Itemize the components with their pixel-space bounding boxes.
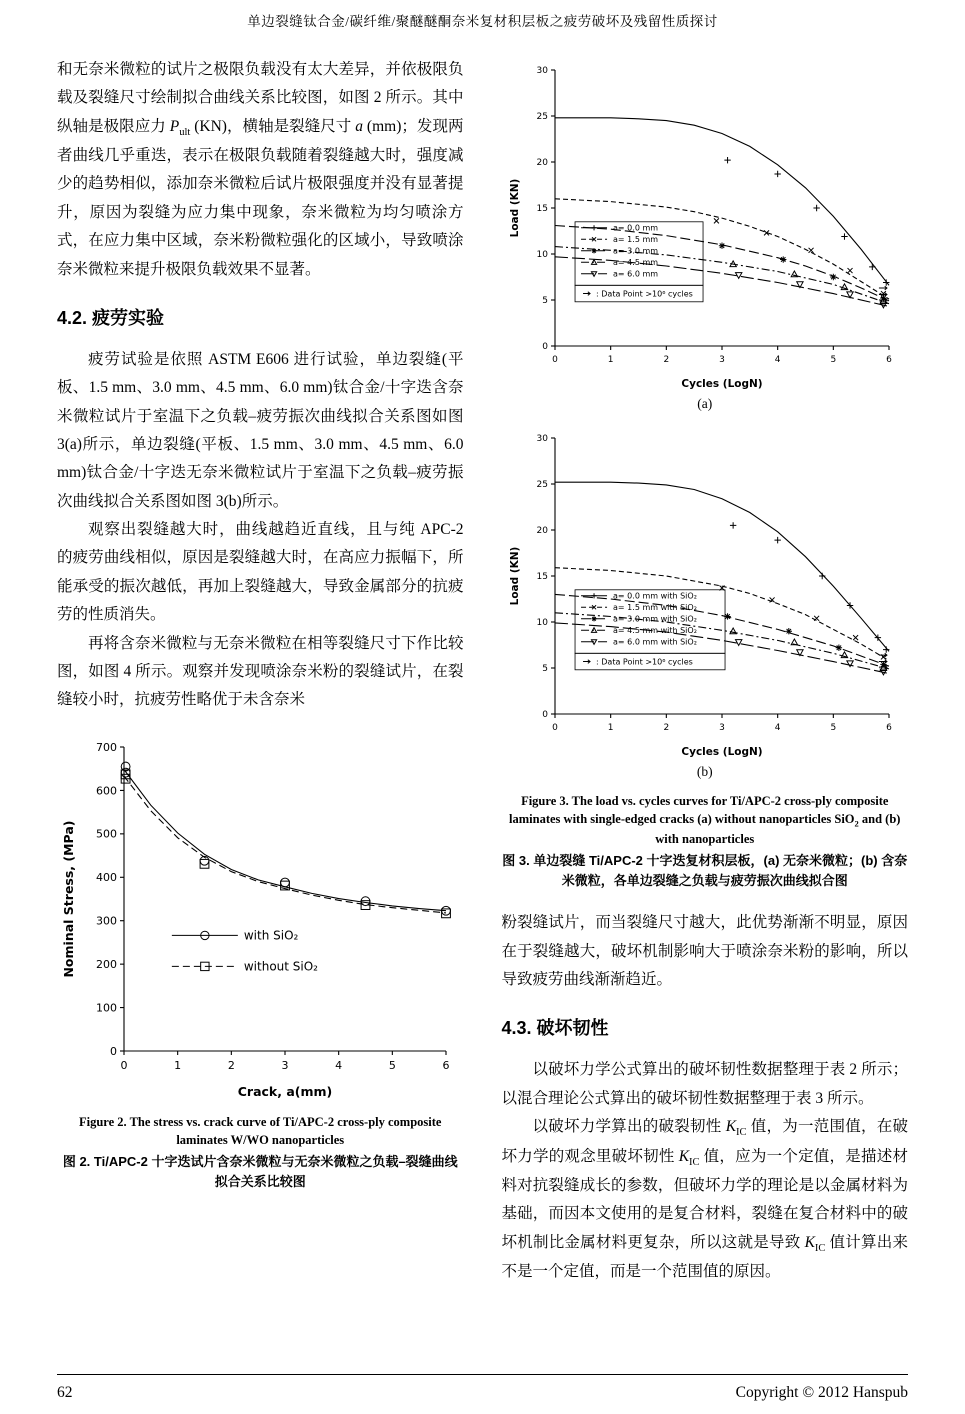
- svg-text:5: 5: [542, 664, 548, 675]
- svg-text:0: 0: [551, 723, 558, 733]
- svg-text:15: 15: [536, 572, 548, 583]
- axes: [509, 66, 892, 390]
- svg-text:a= 6.0 mm: a= 6.0 mm: [612, 269, 658, 279]
- svg-text:20: 20: [536, 526, 548, 537]
- figure-2-caption: [57, 1113, 464, 1193]
- svg-text:15: 15: [536, 204, 548, 215]
- svg-text:5: 5: [542, 296, 548, 307]
- paragraph-comparison: 再将含奈米微粒与无奈米微粒在相等裂缝尺寸下作比较图，如图 4 所示。观察并发现喷涂奈米粉的裂缝试片，在裂缝较小时，抗疲劳性略优于未含奈米: [57, 634, 464, 709]
- svg-text:5: 5: [830, 723, 836, 733]
- svg-text:Cycles (LogN): Cycles (LogN): [681, 746, 763, 758]
- legend: [575, 590, 725, 670]
- svg-text:500: 500: [96, 827, 118, 841]
- figure-3-caption-en: Figure 3. The load vs. cycles curves for Ti/APC-2 cross-ply composite laminates with single-edged cracks (a) without nanoparticles SiO$_2$ and (b) with nanoparticles: [509, 794, 901, 846]
- svg-text:0: 0: [542, 710, 548, 721]
- section-heading-4-3: 4.3. 破坏韧性: [501, 1018, 609, 1039]
- figure-2-caption-cn: 图 2. Ti/APC-2 十字迭试片含奈米微粒与无奈米微粒之负载–裂缝曲线拟合关系比较图: [62, 1153, 458, 1189]
- svg-text:400: 400: [96, 870, 118, 884]
- svg-text:1: 1: [607, 723, 614, 733]
- svg-text:with SiO₂: with SiO₂: [244, 928, 299, 943]
- svg-text:without SiO₂: without SiO₂: [244, 959, 319, 974]
- paragraph-limit-load: 和无奈米微粒的试片之极限负载没有太大差异，并依极限负载及裂缝尺寸绘制拟合曲线关系比较图，如图 2 所示。其中纵轴是极限应力 $P_{ult}$ (KN)，横轴是裂缝尺寸 a (mm)；发现两者曲线几乎重迭，表示在极限负载随着裂缝越大时，强度减少的趋势相似，添加奈米微粒后试片极限强度并没有显著提升，原因为裂缝为应力集中现象，奈米微粒为均匀喷涂方式，在应力集中区域，奈米粉微粒强化的区域小，导致喷涂奈米微粒来提升极限负载效果不显著。: [57, 61, 464, 278]
- svg-text:700: 700: [96, 740, 118, 754]
- svg-text:0: 0: [551, 355, 558, 365]
- svg-text:4: 4: [335, 1058, 343, 1072]
- series-line: [555, 199, 889, 299]
- svg-text:0: 0: [110, 1044, 118, 1058]
- svg-text:30: 30: [536, 434, 548, 445]
- section-heading-4-2: 4.2. 疲劳实验: [57, 307, 165, 328]
- figure-3a-chart: [505, 56, 905, 394]
- svg-text:Load (KN): Load (KN): [508, 178, 521, 238]
- figure-2: [57, 731, 464, 1193]
- series-lines: [121, 762, 450, 918]
- running-title: 单边裂缝钛合金/碳纤维/聚醚醚酮奈米复材积层板之疲劳破坏及残留性质探讨: [247, 14, 718, 29]
- svg-text:200: 200: [96, 957, 118, 971]
- svg-text:25: 25: [536, 112, 548, 123]
- svg-text:6: 6: [885, 723, 892, 733]
- svg-text:a= 1.5 mm: a= 1.5 mm: [612, 235, 658, 245]
- svg-text:3: 3: [718, 723, 725, 733]
- svg-text:a= 6.0 mm with SiO₂: a= 6.0 mm with SiO₂: [612, 637, 697, 647]
- svg-text:1: 1: [174, 1058, 182, 1072]
- paragraph-fracture-tables: 以破坏力学公式算出的破坏韧性数据整理于表 2 所示；以混合理论公式算出的破坏韧性数据整理于表 3 所示。: [501, 1061, 908, 1107]
- svg-text:a= 4.5 mm with SiO₂: a= 4.5 mm with SiO₂: [612, 626, 697, 636]
- svg-text:6: 6: [442, 1058, 450, 1072]
- svg-text:4: 4: [774, 355, 781, 365]
- figure-3-caption: [502, 792, 909, 891]
- paragraph-crack-size: 粉裂缝试片，而当裂缝尺寸越大，此优势渐渐不明显，原因在于裂缝越大，破坏机制影响大于喷涂奈米粉的影响，所以导致疲劳曲线渐渐趋近。: [501, 914, 908, 989]
- left-column: [57, 56, 464, 1286]
- figure-2-chart: [60, 731, 460, 1103]
- figure-3b-chart: [505, 424, 905, 762]
- svg-text:a= 4.5 mm: a= 4.5 mm: [612, 258, 658, 268]
- axes: [61, 740, 450, 1098]
- page-footer: [57, 1374, 908, 1402]
- svg-text:5: 5: [389, 1058, 397, 1072]
- series-lines: [555, 482, 889, 675]
- svg-text:25: 25: [536, 480, 548, 491]
- svg-text:a= 3.0 mm: a= 3.0 mm: [612, 246, 658, 256]
- series-line: [555, 482, 889, 651]
- figure-3b-label: (b): [696, 764, 713, 779]
- svg-text:a= 3.0 mm with SiO₂: a= 3.0 mm with SiO₂: [612, 614, 697, 624]
- svg-text:3: 3: [281, 1058, 289, 1072]
- svg-text:3: 3: [718, 355, 725, 365]
- figure-3a-label: (a): [697, 396, 713, 411]
- paragraph-fatigue-test: 疲劳试验是依照 ASTM E606 进行试验，单边裂缝(平板、1.5 mm、3.0 mm、4.5 mm、6.0 mm)钛合金/十字迭含奈米微粒试片于室温下之负载–疲劳振次曲线拟合关系图如图 3(a)所示，单边裂缝(平板、1.5 mm、3.0 mm、4.5 mm、6.0 mm)钛合金/十字迭无奈米微粒试片于室温下之负载–疲劳振次曲线拟合关系图如图 3(b)所示。: [57, 350, 464, 510]
- svg-text:: Data Point >10⁶ cycles: : Data Point >10⁶ cycles: [595, 289, 693, 299]
- series-lines: [555, 118, 889, 308]
- right-column: [502, 56, 909, 1286]
- page-number: 62: [57, 1384, 73, 1401]
- paragraph-crack-observation: 观察出裂缝越大时，曲线越趋近直线，且与纯 APC-2 的疲劳曲线相似，原因是裂缝越大时，在高应力振幅下，所能承受的振次越低，再加上裂缝越大，导致金属部分的抗疲劳的性质消失。: [57, 521, 464, 624]
- figure-2-caption-en: Figure 2. The stress vs. crack curve of Ti/APC-2 cross-ply composite laminates W/WO nanoparticles: [79, 1114, 442, 1147]
- legend: [172, 928, 318, 973]
- svg-text:100: 100: [96, 1000, 118, 1014]
- figure-3-caption-cn: 图 3. 单边裂缝 Ti/APC-2 十字迭复材积层板，(a) 无奈米微粒；(b) 含奈米微粒，各单边裂缝之负载与疲劳振次曲线拟合图: [502, 853, 908, 889]
- svg-text:0: 0: [542, 342, 548, 353]
- svg-text:0: 0: [120, 1058, 128, 1072]
- svg-text:20: 20: [536, 158, 548, 169]
- svg-text:2: 2: [663, 723, 669, 733]
- svg-text:4: 4: [774, 723, 781, 733]
- svg-text:5: 5: [830, 355, 836, 365]
- svg-text:a= 0.0 mm: a= 0.0 mm: [612, 223, 658, 233]
- legend: [575, 222, 703, 302]
- svg-text:30: 30: [536, 66, 548, 77]
- series-line: [555, 591, 889, 666]
- svg-text:Load (KN): Load (KN): [508, 546, 521, 606]
- svg-text:600: 600: [96, 783, 118, 797]
- paragraph-kic-discussion: 以破坏力学算出的破裂韧性 $K_{IC}$ 值，为一范围值，在破坏力学的观念里破坏韧性 $K_{IC}$ 值，应为一个定值，是描述材料对抗裂缝成长的参数，但破坏力学的理论是以金属材料为基础，而因本文使用的是复合材料，裂缝在复合材料中的破坏机制比金属材料更复杂，所以这就是导致 $K_{IC}$ 值计算出来不是一个定值，而是一个范围值的原因。: [501, 1118, 908, 1281]
- svg-text:: Data Point >10⁶ cycles: : Data Point >10⁶ cycles: [595, 657, 693, 667]
- copyright-notice: Copyright © 2012 Hanspub: [735, 1384, 908, 1401]
- svg-text:6: 6: [885, 355, 892, 365]
- running-head: [57, 10, 908, 30]
- svg-text:Nominal Stress, (MPa): Nominal Stress, (MPa): [61, 820, 77, 978]
- svg-text:1: 1: [607, 355, 614, 365]
- svg-text:2: 2: [663, 355, 669, 365]
- svg-text:10: 10: [536, 618, 548, 629]
- svg-text:Crack, a(mm): Crack, a(mm): [237, 1083, 333, 1099]
- svg-text:2: 2: [228, 1058, 236, 1072]
- two-column-body: [57, 56, 908, 1286]
- svg-text:300: 300: [96, 914, 118, 928]
- series-line: [555, 257, 889, 307]
- svg-text:a= 0.0 mm with SiO₂: a= 0.0 mm with SiO₂: [612, 591, 697, 601]
- svg-text:10: 10: [536, 250, 548, 261]
- figure-3: [502, 56, 909, 891]
- svg-text:Cycles (LogN): Cycles (LogN): [681, 378, 763, 390]
- series-line: [124, 776, 446, 913]
- svg-text:a= 1.5 mm with SiO₂: a= 1.5 mm with SiO₂: [612, 603, 697, 613]
